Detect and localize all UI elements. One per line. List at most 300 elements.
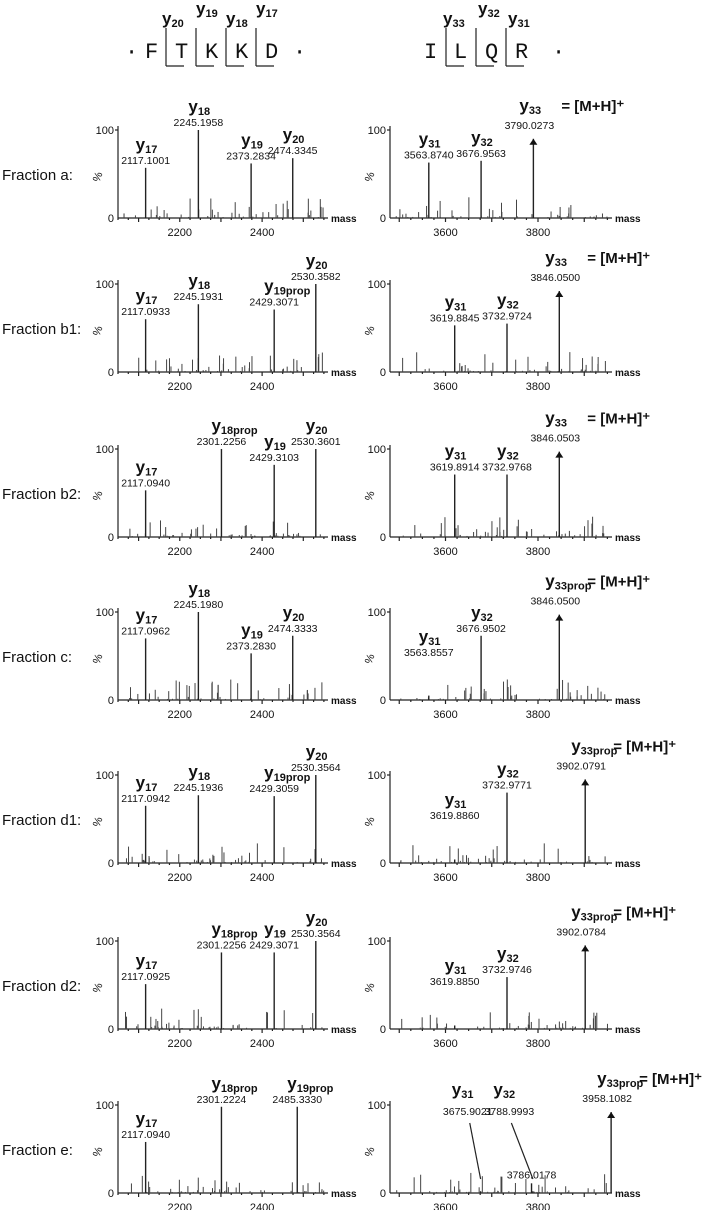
ion-letter: y — [597, 1069, 607, 1089]
ion-label — [445, 790, 467, 811]
ion-label — [306, 416, 328, 437]
x-tick-label: 2400 — [249, 381, 275, 393]
spectrum-left — [2, 416, 357, 558]
ion-letter: y — [545, 248, 555, 268]
ion-letter: y — [497, 441, 507, 461]
precursor-arrow — [529, 139, 537, 145]
mass-label: 2474.3333 — [267, 622, 318, 635]
ion-label — [136, 1109, 158, 1130]
ion-label — [545, 572, 591, 593]
x-tick-label: 2400 — [249, 546, 275, 558]
ion-label — [497, 760, 519, 781]
ion-subscript: 18 — [197, 588, 211, 600]
mass-label: 3732.9724 — [482, 310, 532, 323]
ion-label — [136, 135, 158, 156]
y-tick-label-0: 0 — [107, 858, 114, 870]
x-axis-word: mass — [331, 214, 357, 225]
ion-letter: y — [471, 127, 481, 147]
y-tick-label-0: 0 — [107, 213, 114, 225]
ion-letter: y — [256, 0, 266, 18]
ion-subscript: 31 — [517, 18, 530, 30]
x-axis-word: mass — [331, 533, 357, 544]
ion-subscript: 31 — [428, 636, 441, 648]
precursor-annotation: = [M+H]⁺ — [561, 97, 625, 115]
x-tick-label: 2400 — [249, 1202, 275, 1210]
x-tick-label: 2400 — [249, 872, 275, 884]
x-axis-word: mass — [615, 696, 641, 707]
ion-subscript: 31 — [428, 138, 441, 151]
y-axis-symbol: % — [362, 489, 378, 503]
mass-label: 3676.9563 — [456, 147, 506, 160]
y-tick-label-0: 0 — [379, 1024, 386, 1036]
spectrum-left — [2, 251, 357, 393]
ion-letter: y — [135, 134, 146, 154]
ion-letter: y — [282, 602, 293, 622]
precursor-annotation: = [M+H]⁺ — [587, 573, 651, 591]
x-axis-word: mass — [331, 368, 357, 379]
mass-label: 3790.0273 — [504, 119, 555, 132]
ion-label — [519, 96, 541, 117]
ion-letter: y — [162, 9, 172, 28]
ion-label — [188, 762, 210, 783]
precursor-arrow — [555, 452, 563, 458]
y-tick-label-0: 0 — [107, 695, 114, 707]
ion-label — [241, 130, 263, 151]
ion-subscript: 31 — [454, 965, 467, 977]
precursor-arrow — [581, 945, 589, 951]
ion-label — [471, 128, 493, 149]
ion-label — [136, 457, 158, 478]
mass-label: 3846.0503 — [530, 432, 581, 445]
mass-label: 3619.8860 — [429, 810, 480, 822]
ion-subscript: 33 — [554, 417, 568, 430]
mass-label: 3619.8850 — [429, 976, 480, 988]
ion-label — [264, 432, 286, 453]
ion-label — [419, 130, 441, 151]
ion-letter: y — [444, 790, 455, 809]
mass-label: 2301.2224 — [196, 1093, 247, 1106]
spectrum-right — [363, 902, 676, 1050]
ion-letter: y — [519, 95, 529, 115]
mass-label: 3676.9502 — [456, 622, 506, 635]
x-tick-label: 3600 — [433, 709, 458, 721]
ion-letter: y — [496, 290, 507, 310]
ion-subscript: 31 — [454, 450, 467, 463]
mass-label: 2117.0925 — [121, 971, 171, 984]
ion-label — [545, 248, 567, 269]
y-tick-label-0: 0 — [379, 1188, 386, 1200]
ion-subscript: 32 — [506, 953, 519, 966]
mass-label: 2301.2256 — [196, 939, 247, 952]
precursor-arrow — [607, 1112, 615, 1118]
ion-subscript: 33prop — [580, 911, 618, 924]
mass-label: 3619.8845 — [429, 312, 480, 325]
mass-label: 3563.8740 — [403, 149, 454, 162]
x-tick-label: 3600 — [433, 1202, 458, 1210]
fraction-label: Fraction e: — [2, 1142, 73, 1159]
x-axis-word: mass — [331, 696, 357, 707]
ion-subscript: 32 — [480, 136, 493, 149]
ion-letter: y — [493, 1080, 503, 1099]
x-tick-label: 2200 — [167, 227, 193, 239]
ion-subscript: 18prop — [220, 928, 258, 941]
spectrum-left — [2, 742, 357, 884]
ion-label — [445, 292, 467, 313]
y-axis-symbol: % — [90, 1145, 106, 1159]
ion-letter: y — [305, 742, 316, 761]
ion-letter: y — [264, 763, 274, 783]
sequence-ion-label — [256, 0, 278, 20]
y-axis-symbol: % — [362, 815, 378, 829]
sequence-ion-label — [478, 0, 500, 20]
mass-label: 3732.9771 — [482, 779, 532, 792]
ion-label — [211, 919, 257, 940]
y-tick-label-100: 100 — [95, 279, 114, 291]
sequence-ion-label — [443, 9, 465, 30]
x-tick-label: 3800 — [525, 381, 551, 393]
y-tick-label-0: 0 — [107, 1188, 114, 1200]
ion-label — [211, 416, 257, 437]
residue-T: T — [175, 40, 189, 65]
ion-label — [283, 125, 305, 146]
ion-subscript: 19 — [250, 139, 263, 152]
ion-label — [306, 742, 328, 763]
ion-letter: y — [188, 762, 198, 782]
ion-label — [471, 603, 493, 624]
ion-subscript: 19prop — [273, 772, 311, 785]
ion-label — [188, 271, 210, 292]
mass-label: 2530.3601 — [290, 436, 341, 448]
y-tick-label-100: 100 — [367, 279, 386, 291]
ion-letter: y — [508, 9, 518, 28]
ion-letter: y — [545, 571, 555, 591]
ion-letter: y — [451, 1080, 462, 1099]
ion-subscript: 33 — [554, 257, 568, 270]
ion-label — [287, 1074, 333, 1095]
fraction-label: Fraction d2: — [2, 978, 82, 995]
ion-letter: y — [188, 271, 198, 291]
ion-subscript: 20 — [315, 425, 328, 437]
ion-letter: y — [282, 125, 293, 145]
ion-label — [597, 1069, 643, 1090]
mass-label: 2117.0933 — [121, 306, 171, 319]
ion-letter: y — [418, 129, 429, 149]
mass-label: 2429.3059 — [249, 783, 300, 796]
sequence-ion-label — [508, 9, 530, 30]
x-tick-label: 3800 — [525, 709, 551, 721]
spectrum-right — [363, 248, 650, 393]
spectrum-right — [363, 572, 650, 721]
ion-subscript: 20 — [171, 18, 184, 30]
x-axis-word: mass — [615, 1025, 641, 1036]
fraction-label: Fraction d1: — [2, 812, 82, 829]
ion-subscript: 31 — [461, 1089, 474, 1101]
y-tick-label-0: 0 — [379, 213, 386, 225]
ion-label — [264, 919, 286, 940]
mass-label: 2373.2834 — [226, 150, 276, 163]
precursor-arrow — [581, 779, 589, 785]
ion-label — [188, 97, 210, 118]
ion-label — [445, 442, 467, 463]
y-tick-label-100: 100 — [95, 936, 114, 948]
ion-subscript: 20 — [315, 260, 328, 272]
ion-subscript: 31 — [454, 301, 467, 314]
fraction-label: Fraction b2: — [2, 486, 82, 503]
mass-label: 3732.9768 — [482, 461, 532, 474]
x-axis-word: mass — [615, 214, 641, 225]
mass-label: 2245.1958 — [173, 117, 224, 129]
spectrum-left — [2, 579, 357, 721]
ion-letter: y — [305, 908, 316, 927]
mass-label: 3619.8914 — [429, 461, 480, 474]
mass-label: 2117.0940 — [121, 477, 171, 490]
spectrum-right — [363, 96, 641, 239]
mass-label: 3846.0500 — [530, 272, 581, 285]
fraction-label: Fraction a: — [2, 167, 73, 184]
precursor-arrow — [555, 615, 563, 621]
ion-letter: y — [443, 9, 453, 28]
mass-label: 2429.3071 — [249, 939, 300, 952]
residue-Q: Q — [485, 40, 499, 65]
ion-subscript: 18prop — [220, 425, 258, 437]
sequence-ion-label — [162, 9, 184, 30]
ion-letter: y — [471, 602, 481, 622]
ion-subscript: 19prop — [273, 285, 311, 298]
ion-letter: y — [241, 130, 251, 150]
ion-letter: y — [264, 431, 274, 451]
y-axis-symbol: % — [362, 1145, 378, 1159]
ion-letter: y — [571, 736, 581, 756]
y-tick-label-100: 100 — [95, 1100, 114, 1112]
ion-subscript: 19 — [205, 8, 218, 20]
y-tick-label-100: 100 — [367, 125, 386, 137]
y-tick-label-0: 0 — [379, 695, 386, 707]
mass-label: 3788.9993 — [484, 1106, 535, 1118]
ion-letter: y — [444, 956, 455, 975]
ion-label — [211, 1074, 257, 1095]
precursor-arrow — [555, 291, 563, 297]
y-tick-label-0: 0 — [379, 858, 386, 870]
sequence-ion-label — [226, 9, 248, 30]
y-tick-label-100: 100 — [367, 770, 386, 782]
ion-label — [571, 902, 617, 923]
y-axis-symbol: % — [90, 324, 106, 338]
y-axis-symbol: % — [362, 324, 378, 338]
ion-subscript: 32 — [480, 611, 493, 624]
x-tick-label: 2400 — [249, 227, 275, 239]
spectrum-right — [363, 736, 676, 884]
label-pointer — [470, 1123, 481, 1179]
ion-label — [497, 442, 519, 463]
ion-letter: y — [497, 944, 507, 964]
sequence-right — [424, 0, 565, 66]
y-tick-label-0: 0 — [107, 367, 114, 379]
y-tick-label-100: 100 — [367, 936, 386, 948]
x-axis-word: mass — [331, 859, 357, 870]
ion-letter: y — [444, 292, 455, 312]
ion-letter: y — [264, 276, 274, 296]
ion-letter: y — [188, 97, 198, 116]
ion-subscript: 33prop — [580, 745, 618, 758]
ion-subscript: 32 — [506, 768, 519, 781]
spectrum-left — [2, 1074, 357, 1210]
ion-letter: y — [211, 919, 221, 939]
y-tick-label-100: 100 — [367, 1100, 386, 1112]
ion-subscript: 19 — [250, 629, 263, 642]
y-axis-symbol: % — [90, 489, 106, 503]
ion-label — [188, 579, 210, 600]
x-tick-label: 2400 — [249, 709, 275, 721]
x-axis-word: mass — [331, 1025, 357, 1036]
ion-letter: y — [571, 902, 581, 922]
x-tick-label: 2200 — [167, 381, 193, 393]
ion-label — [283, 603, 305, 624]
x-tick-label: 2200 — [167, 1038, 193, 1050]
x-tick-label: 3800 — [525, 546, 551, 558]
ion-letter: y — [287, 1073, 297, 1093]
y-axis-symbol: % — [90, 815, 106, 829]
precursor-annotation: = [M+H]⁺ — [587, 410, 651, 428]
y-axis-symbol: % — [90, 652, 106, 666]
precursor-annotation: = [M+H]⁺ — [613, 738, 677, 756]
y-tick-label-100: 100 — [367, 607, 386, 619]
x-tick-label: 3800 — [525, 1202, 551, 1210]
x-tick-label: 3800 — [525, 227, 551, 239]
x-tick-label: 3800 — [525, 1038, 551, 1050]
ion-letter: y — [196, 0, 206, 18]
precursor-annotation: = [M+H]⁺ — [587, 250, 651, 268]
mass-label: 3786.0178 — [506, 1169, 557, 1182]
mass-label: 2117.0962 — [121, 625, 171, 638]
mass-label: 2429.3103 — [249, 451, 300, 464]
ion-subscript: 32 — [506, 450, 519, 463]
ion-subscript: 18prop — [220, 1082, 258, 1095]
ion-letter: y — [135, 772, 146, 792]
x-tick-label: 3600 — [433, 546, 458, 558]
y-axis-symbol: % — [90, 981, 106, 995]
ion-subscript: 31 — [454, 799, 467, 811]
ion-subscript: 18 — [235, 18, 248, 30]
spectra-panels — [2, 96, 702, 1210]
ion-label — [136, 951, 158, 972]
ion-letter: y — [135, 457, 146, 477]
ion-label — [493, 1080, 515, 1101]
spectrum-right — [363, 409, 650, 558]
x-tick-label: 3600 — [433, 872, 458, 884]
residue-D: D — [265, 40, 279, 65]
ion-letter: y — [545, 408, 555, 428]
x-tick-label: 2200 — [167, 1202, 193, 1210]
ion-subscript: 20 — [292, 134, 305, 147]
ion-subscript: 33prop — [606, 1078, 644, 1091]
residue-L: L — [454, 40, 468, 65]
mass-label: 3846.0500 — [530, 595, 581, 608]
mass-label: 2474.3345 — [267, 145, 318, 158]
precursor-annotation: = [M+H]⁺ — [639, 1071, 703, 1089]
residue-K: K — [205, 40, 219, 65]
x-tick-label: 3800 — [525, 872, 551, 884]
mass-label: 2245.1936 — [173, 782, 224, 795]
x-tick-label: 2200 — [167, 546, 193, 558]
spectrum-left — [2, 97, 357, 239]
ion-subscript: 17 — [145, 143, 158, 156]
ion-subscript: 17 — [145, 466, 158, 479]
ion-subscript: 20 — [315, 917, 328, 929]
residue-R: R — [515, 40, 529, 65]
fraction-label: Fraction b1: — [2, 321, 82, 338]
x-tick-label: 3600 — [433, 1038, 458, 1050]
mass-label: 3563.8557 — [403, 647, 454, 659]
mass-label: 2301.2256 — [196, 436, 247, 448]
ion-subscript: 32 — [502, 1089, 516, 1101]
spectrum-left — [2, 908, 357, 1050]
mass-label: 2530.3564 — [290, 928, 341, 940]
y-tick-label-0: 0 — [379, 367, 386, 379]
ion-label — [419, 627, 441, 648]
sequence-left — [125, 0, 306, 66]
ion-label — [497, 291, 519, 312]
mass-label: 2117.1001 — [121, 154, 171, 167]
y-axis-symbol: % — [362, 652, 378, 666]
ion-subscript: 33prop — [554, 580, 592, 593]
ion-subscript: 17 — [145, 1117, 158, 1130]
spectrum-right — [363, 1069, 702, 1210]
ion-letter: y — [226, 9, 236, 28]
ion-label — [545, 409, 567, 430]
y-tick-label-100: 100 — [95, 770, 114, 782]
x-axis-word: mass — [615, 1189, 641, 1200]
sequence-ion-label — [196, 0, 218, 20]
ion-subscript: 19 — [273, 440, 286, 453]
y-tick-label-0: 0 — [107, 1024, 114, 1036]
x-axis-word: mass — [615, 533, 641, 544]
ion-subscript: 32 — [487, 8, 500, 20]
y-axis-symbol: % — [90, 170, 106, 184]
x-tick-label: 2200 — [167, 709, 193, 721]
x-axis-word: mass — [615, 859, 641, 870]
mass-label: 3675.9021 — [442, 1106, 493, 1118]
ion-label — [136, 773, 158, 794]
ion-letter: y — [418, 627, 429, 646]
ion-letter: y — [135, 1108, 146, 1128]
ion-subscript: 17 — [265, 8, 278, 20]
mass-label: 2530.3564 — [290, 762, 341, 774]
ion-letter: y — [478, 0, 488, 18]
ion-subscript: 18 — [197, 280, 211, 293]
mass-label: 2245.1931 — [173, 291, 224, 304]
ion-label — [452, 1080, 474, 1101]
y-tick-label-0: 0 — [107, 532, 114, 544]
x-axis-word: mass — [615, 368, 641, 379]
ion-subscript: 17 — [145, 960, 158, 973]
ion-letter: y — [135, 286, 146, 306]
mass-label: 2373.2830 — [226, 640, 276, 653]
ion-subscript: 18 — [197, 106, 211, 118]
residue-F: F — [145, 40, 159, 65]
residue-I: I — [424, 40, 438, 65]
ion-subscript: 17 — [145, 781, 158, 794]
ion-letter: y — [305, 251, 316, 270]
x-tick-label: 2200 — [167, 872, 193, 884]
ion-label — [306, 908, 328, 929]
ion-subscript: 33 — [528, 104, 542, 117]
mass-label: 2245.1980 — [173, 599, 224, 611]
ion-letter: y — [135, 605, 146, 625]
mass-label: 2117.0942 — [121, 792, 171, 805]
ion-label — [571, 736, 617, 757]
ion-subscript: 20 — [292, 611, 305, 624]
x-tick-label: 3600 — [433, 227, 458, 239]
